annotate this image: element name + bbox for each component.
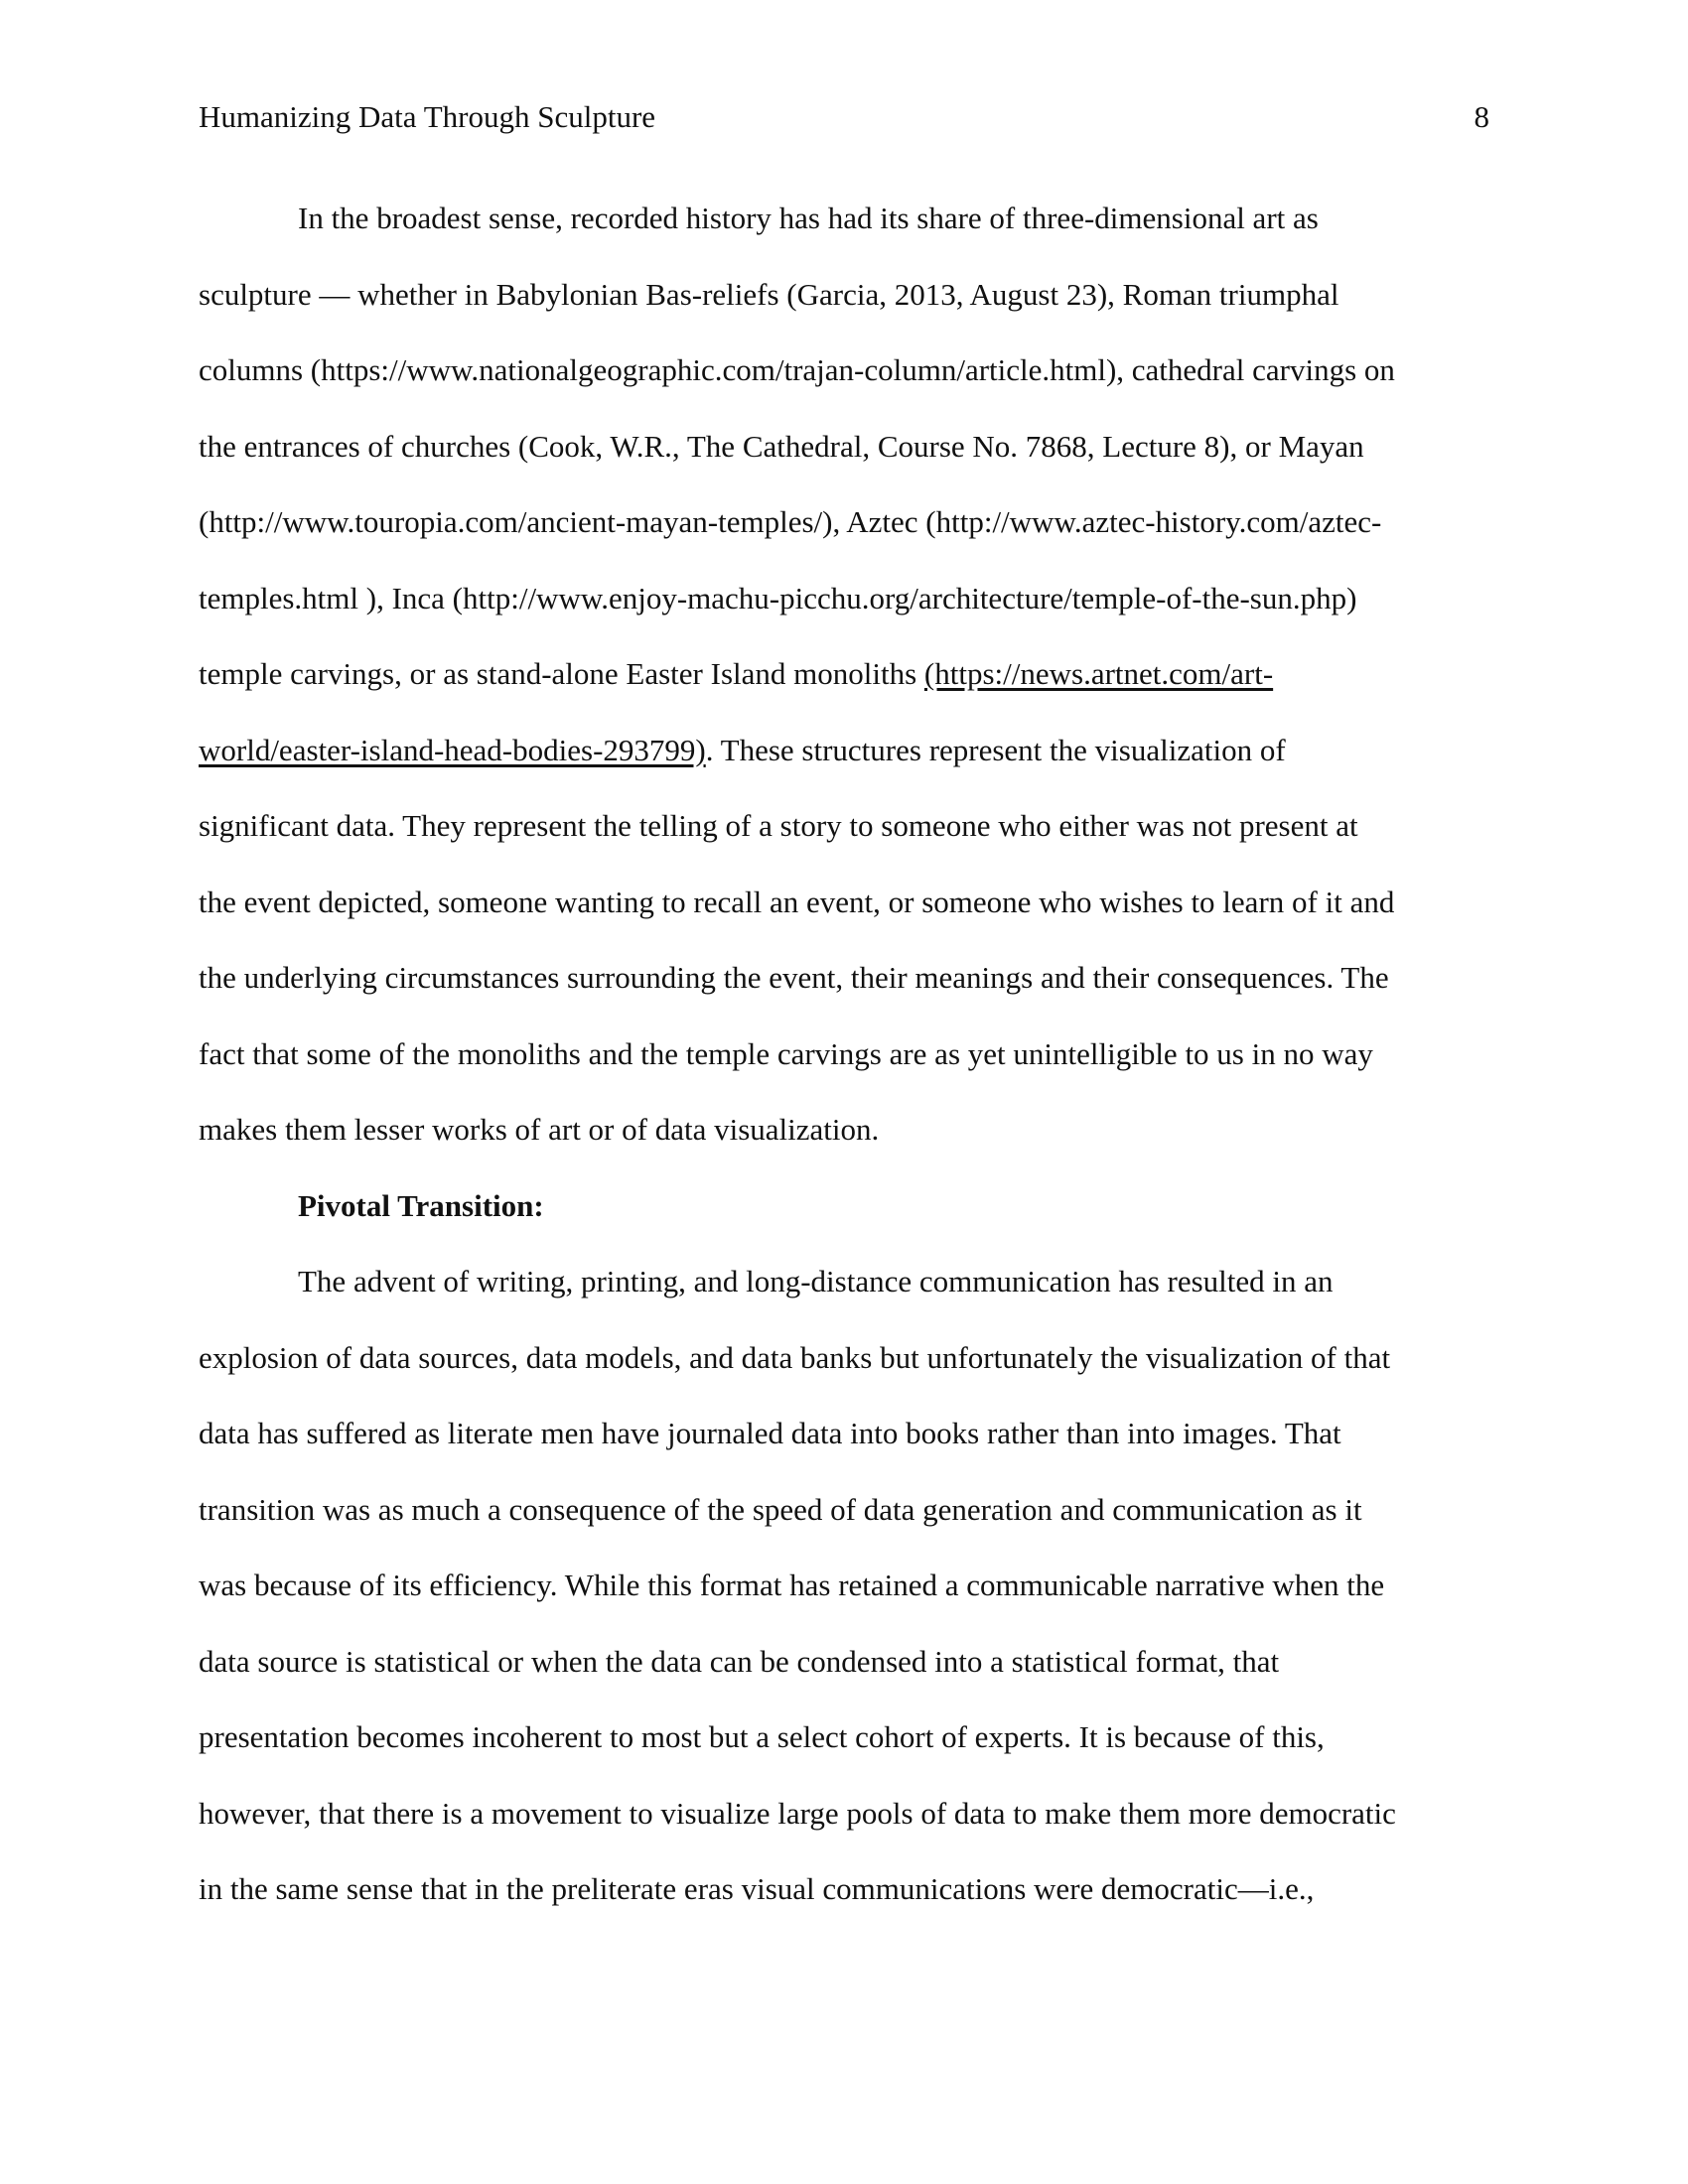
text-line: temples.html ), Inca (http://www.enjoy-machu-picchu.org/architecture/temple-of-the-sun.php) (199, 580, 1357, 615)
text-line: the underlying circumstances surrounding the event, their meanings and their consequences. The (199, 960, 1389, 995)
text-line: data has suffered as literate men have journaled data into books rather than into images. That (199, 1416, 1341, 1450)
text-line: sculpture — whether in Babylonian Bas-reliefs (Garcia, 2013, August 23), Roman triumphal (199, 276, 1339, 312)
text-line: fact that some of the monoliths and the temple carvings are as yet unintelligible to us in no way (199, 1035, 1373, 1071)
section-heading: Pivotal Transition: (298, 1187, 544, 1223)
text-line: significant data. They represent the telling of a story to someone who either was not present at (199, 808, 1358, 843)
text-line: data source is statistical or when the data can be condensed into a statistical format, that (199, 1643, 1280, 1679)
text-line: (http://www.touropia.com/ancient-mayan-temples/), Aztec (http://www.aztec-history.com/aztec- (199, 504, 1382, 539)
easter-island-link[interactable]: (https://news.artnet.com/art- (923, 656, 1274, 691)
text-line: in the same sense that in the preliterate eras visual communications were democratic—i.e., (199, 1871, 1315, 1906)
text-line: the entrances of churches (Cook, W.R., The Cathedral, Course No. 7868, Lecture 8), or Mayan (199, 428, 1364, 464)
text-line: In the broadest sense, recorded history has had its share of three-dimensional art as (298, 201, 1319, 235)
text-line: presentation becomes incoherent to most but a select cohort of experts. It is because of this, (199, 1719, 1325, 1754)
running-head-title: Humanizing Data Through Sculpture (199, 99, 656, 134)
text-line: transition was as much a consequence of the speed of data generation and communication as it (199, 1491, 1362, 1527)
text-span: . These structures represent the visualization of (705, 732, 1286, 767)
text-line: however, that there is a movement to visualize large pools of data to make them more democratic (199, 1795, 1396, 1831)
easter-island-link-continued[interactable]: world/easter-island-head-bodies-293799) (199, 732, 706, 767)
running-header (199, 97, 1489, 137)
text-line: columns (https://www.nationalgeographic.com/trajan-column/article.html), cathedral carvings on (199, 352, 1395, 387)
paragraph-1 (199, 194, 1489, 1181)
text-line (199, 649, 1489, 726)
page-number: 8 (1474, 99, 1489, 134)
text-line: explosion of data sources, data models, and data banks but unfortunately the visualization of that (199, 1339, 1391, 1375)
text-line: makes them lesser works of art or of data visualization. (199, 1112, 880, 1147)
text-span: temple carvings, or as stand-alone Easter Island monoliths (199, 656, 924, 691)
paragraph-2 (199, 1257, 1489, 1941)
text-line: was because of its efficiency. While this format has retained a communicable narrative when the (199, 1568, 1385, 1602)
text-line: The advent of writing, printing, and long-distance communication has resulted in an (298, 1264, 1334, 1298)
text-line (199, 726, 1489, 802)
body-text (199, 194, 1489, 1941)
text-line: the event depicted, someone wanting to recall an event, or someone who wishes to learn of it and (199, 884, 1395, 919)
